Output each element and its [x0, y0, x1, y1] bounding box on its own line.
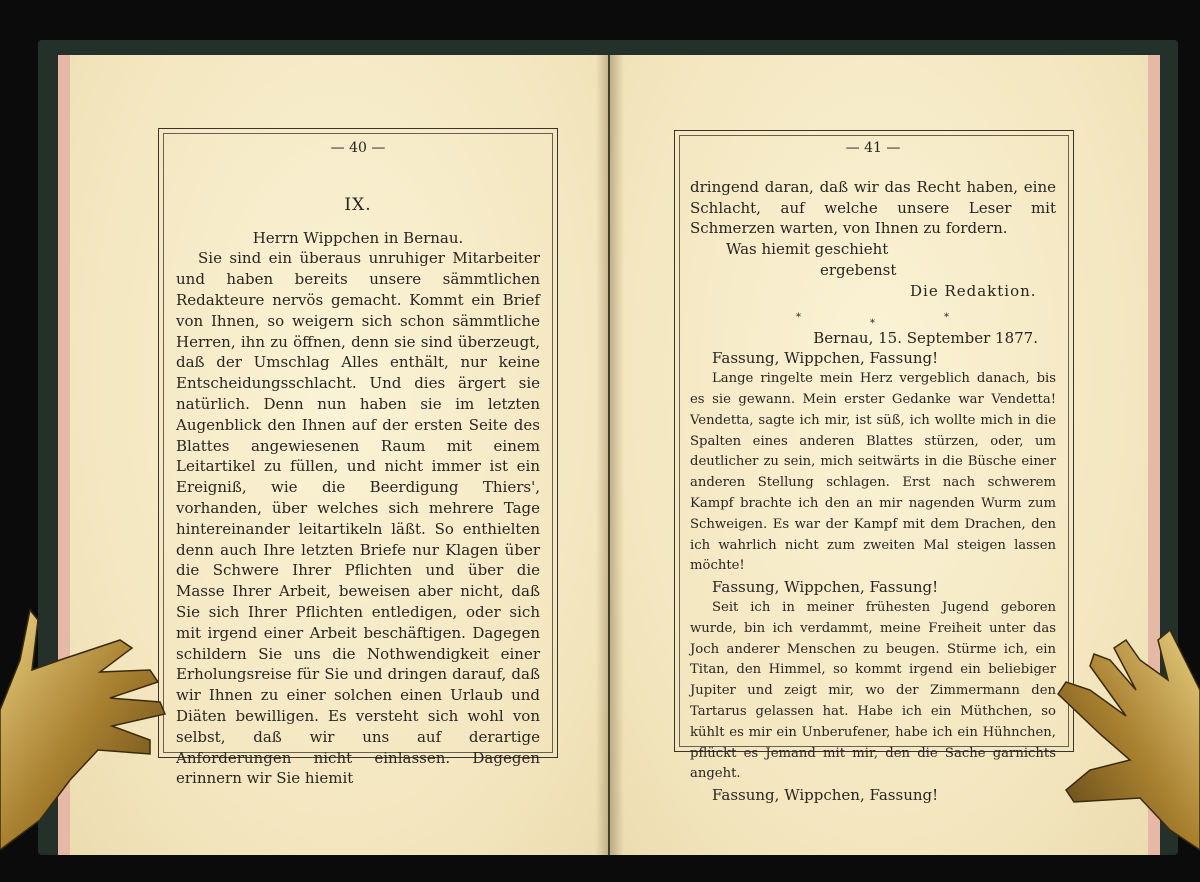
right-page-text [690, 138, 1056, 806]
divider-star: * [796, 311, 801, 323]
exclamation: Fassung, Wippchen, Fassung! [712, 349, 939, 368]
reply-paragraph: Seit ich in meiner frühesten Jugend geboren wurde, bin ich verdammt, meine Freiheit unter das Joch anderer Menschen zu beugen. Stürme ich, ein Titan, den Himmel, so kommt irgend ein beliebiger Jupiter und zeigt mir, wo der Zimmermann den Tartarus gelassen hat. Habe ich ein Müthchen, so kühlt es mir ein Unberufener, habe ich ein Hühnchen, pflückt es Jemand mit mir, den die Sache garnichts angeht. [690, 599, 1056, 782]
closing-line-2: ergebenst [820, 260, 897, 279]
closing-signature: Die Redaktion. [910, 281, 1037, 300]
exclamation: Fassung, Wippchen, Fassung! [712, 786, 939, 805]
letter-paragraph: Sie sind ein überaus unruhiger Mitarbeiter und haben bereits unsere sämmtlichen Redakteure nervös gemacht. Kommt ein Brief von Ihnen, so weigern sich schon sämmtliche Herren, ihn zu öffnen, denn sie sind überzeugt, daß der Umschlag Alles enthält, nur keine Entscheidungsschlacht. Und dies ärgert sie natürlich. Denn nun haben sie im letzten Augenblick den Ihnen auf der ersten Seite des Blattes angewiesenen Raum mit einem Leitartikel zu füllen, und nicht immer ist ein Ereigniß, wie die Beerdigung Thiers', vorhanden, über welches sich mehrere Tage hintereinander leitartikeln läßt. So enthielten denn auch Ihre letzten Briefe nur Klagen über die Schwere Ihrer Pflichten und über die Masse Ihrer Arbeit, beweisen aber nicht, daß Sie sich Ihrer Pflichten entledigen, oder sich mit irgend einer Arbeit beschäftigen. Dagegen schildern Sie uns die Nothwendigkeit einer Erholungsreise für Sie und dringen darauf, daß wir Ihnen zu einer solchen einen Urlaub und Diäten bewilligen. Es versteht sich wohl von selbst, daß wir uns auf derartige Anforderungen nicht einlassen. Dagegen erinnern wir Sie hiemit [176, 249, 540, 788]
divider-star: * [870, 317, 875, 329]
letter-heading: Herrn Wippchen in Bernau. [252, 228, 464, 247]
divider-star: * [944, 311, 949, 323]
closing-line-1: Was hiemit geschieht [726, 240, 889, 259]
left-page-text [176, 138, 540, 789]
left-brass-hand-icon [0, 590, 175, 850]
page-number-41: — 41 — [845, 140, 901, 156]
book-gutter [596, 55, 624, 855]
letter-continuation: dringend daran, daß wir das Recht haben, eine Schlacht, auf welche unsere Leser mit Schmerzen warten, von Ihnen zu fordern. [690, 177, 1056, 238]
dateline: Bernau, 15. September 1877. [813, 328, 1038, 347]
section-divider [690, 302, 1056, 328]
right-brass-hand-icon [1030, 630, 1200, 860]
exclamation: Fassung, Wippchen, Fassung! [712, 578, 939, 597]
page-number-40: — 40 — [330, 140, 386, 156]
chapter-number: IX. [344, 194, 372, 215]
reply-paragraph: Lange ringelte mein Herz vergeblich danach, bis es sie gewann. Mein erster Gedanke war Vendetta! Vendetta, sagte ich mir, ist süß, ich wollte mich in die Spalten eines anderen Blattes stürzen, oder, um deutlicher zu sein, mich seitwärts in die Büsche einer anderen Stellung schlagen. Erst nach schwerem Kampf brachte ich den an mir nagenden Wurm zum Schweigen. Es war der Kampf mit dem Drachen, den ich wahrlich nicht zum zweiten Mal steigen lassen möchte! [690, 371, 1056, 574]
